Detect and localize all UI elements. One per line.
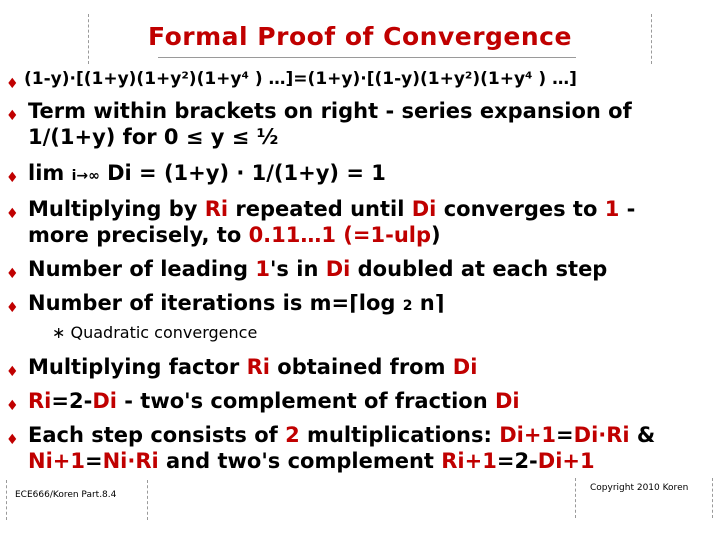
l10-di-2: Di [494,389,520,413]
l5-paren: ) [431,223,441,247]
diamond-bullet-icon: ♦ [6,76,19,92]
l4-dash: - [619,197,636,221]
diamond-bullet-icon: ♦ [6,364,19,380]
line-2b-text: 1/(1+y) for 0 ≤ y ≤ ½ [28,125,279,149]
bullet-line-10 [6,388,520,414]
l11-eq: = [556,423,574,447]
l6-text-a: Number of leading [28,257,256,281]
l12-ni-ri: Ni·Ri [102,449,159,473]
bullet-line-9 [6,354,477,380]
l12-ri-next: Ri+1 [441,449,497,473]
diamond-bullet-icon: ♦ [6,206,19,222]
diamond-bullet-icon: ♦ [6,108,19,124]
l6-one: 1 [255,257,270,281]
footer-course-label: ECE666/Koren Part.8.4 [15,490,117,500]
line-2b [28,124,278,150]
l12-text-f: =2- [496,449,538,473]
diamond-bullet-icon: ♦ [6,432,19,448]
diamond-bullet-icon: ♦ [6,266,19,282]
line-12 [28,448,595,474]
diamond-bullet-icon: ♦ [6,398,19,414]
bullet-line-4 [6,196,635,222]
l4-text-a: Multiplying by [28,197,205,221]
l4-ri: Ri [204,197,229,221]
l11-text-c: multiplications: [299,423,500,447]
footer-right-frame [575,478,713,518]
l12-ni-next: Ni+1 [28,449,85,473]
bullet-line-11 [6,422,655,448]
l9-di: Di [452,355,478,379]
l11-di-next: Di+1 [499,423,557,447]
l10-di: Di [92,389,117,413]
bullet-line-1 [6,66,577,92]
title-underline [158,57,576,58]
footer-copyright: Copyright 2010 Koren [590,483,689,493]
identity-equation: (1-y)·[(1+y)(1+y²)(1+y⁴ ) …]=(1+y)·[(1-y)(1+y²)(1+y⁴ ) …] [24,69,577,89]
l7-text-a: Number of iterations is m=⌈log [28,291,403,315]
l10-text-d: - two's complement of fraction [116,389,495,413]
l6-text-c: 's in [270,257,326,281]
lim-subscript: i→∞ [71,168,100,184]
bullet-line-2 [6,98,632,124]
l10-ri: Ri [28,389,52,413]
lim-text: lim [28,161,72,185]
l4-one: 1 [604,197,620,221]
l5-text-a: more precisely, to [28,223,249,247]
l4-text-c: repeated until [228,197,412,221]
l7-log-base: 2 [402,298,413,314]
l9-ri: Ri [246,355,270,379]
l10-text-b: =2- [51,389,93,413]
bullet-line-3 [6,160,386,189]
page-title: Formal Proof of Convergence [148,22,572,51]
l12-text-d: and two's complement [158,449,442,473]
sub-bullet-quadratic [52,320,257,346]
quadratic-convergence-text: ∗ Quadratic convergence [52,323,258,342]
l12-di-next: Di+1 [537,449,595,473]
diamond-bullet-icon: ♦ [6,300,19,316]
bullet-line-6 [6,256,607,282]
l11-text-a: Each step consists of [28,423,286,447]
l6-text-e: doubled at each step [350,257,608,281]
l4-text-e: converges to [436,197,605,221]
l4-di: Di [411,197,437,221]
l6-di: Di [325,257,351,281]
l11-amp: & [629,423,656,447]
l7-text-c: n⌉ [412,291,445,315]
line-2a-text: Term within brackets on right - series expansion of [28,99,632,123]
diamond-bullet-icon: ♦ [6,170,19,186]
line-5 [28,222,441,248]
l12-eq: = [84,449,103,473]
limit-equation: Di = (1+y) · 1/(1+y) = 1 [99,161,386,185]
bullet-line-7 [6,290,444,319]
l11-di-ri: Di·Ri [573,423,630,447]
l5-value: 0.11…1 (=1-ulp [248,223,431,247]
l9-text-a: Multiplying factor [28,355,247,379]
l11-two: 2 [285,423,300,447]
footer-left-frame [6,480,148,520]
l9-text-c: obtained from [269,355,453,379]
